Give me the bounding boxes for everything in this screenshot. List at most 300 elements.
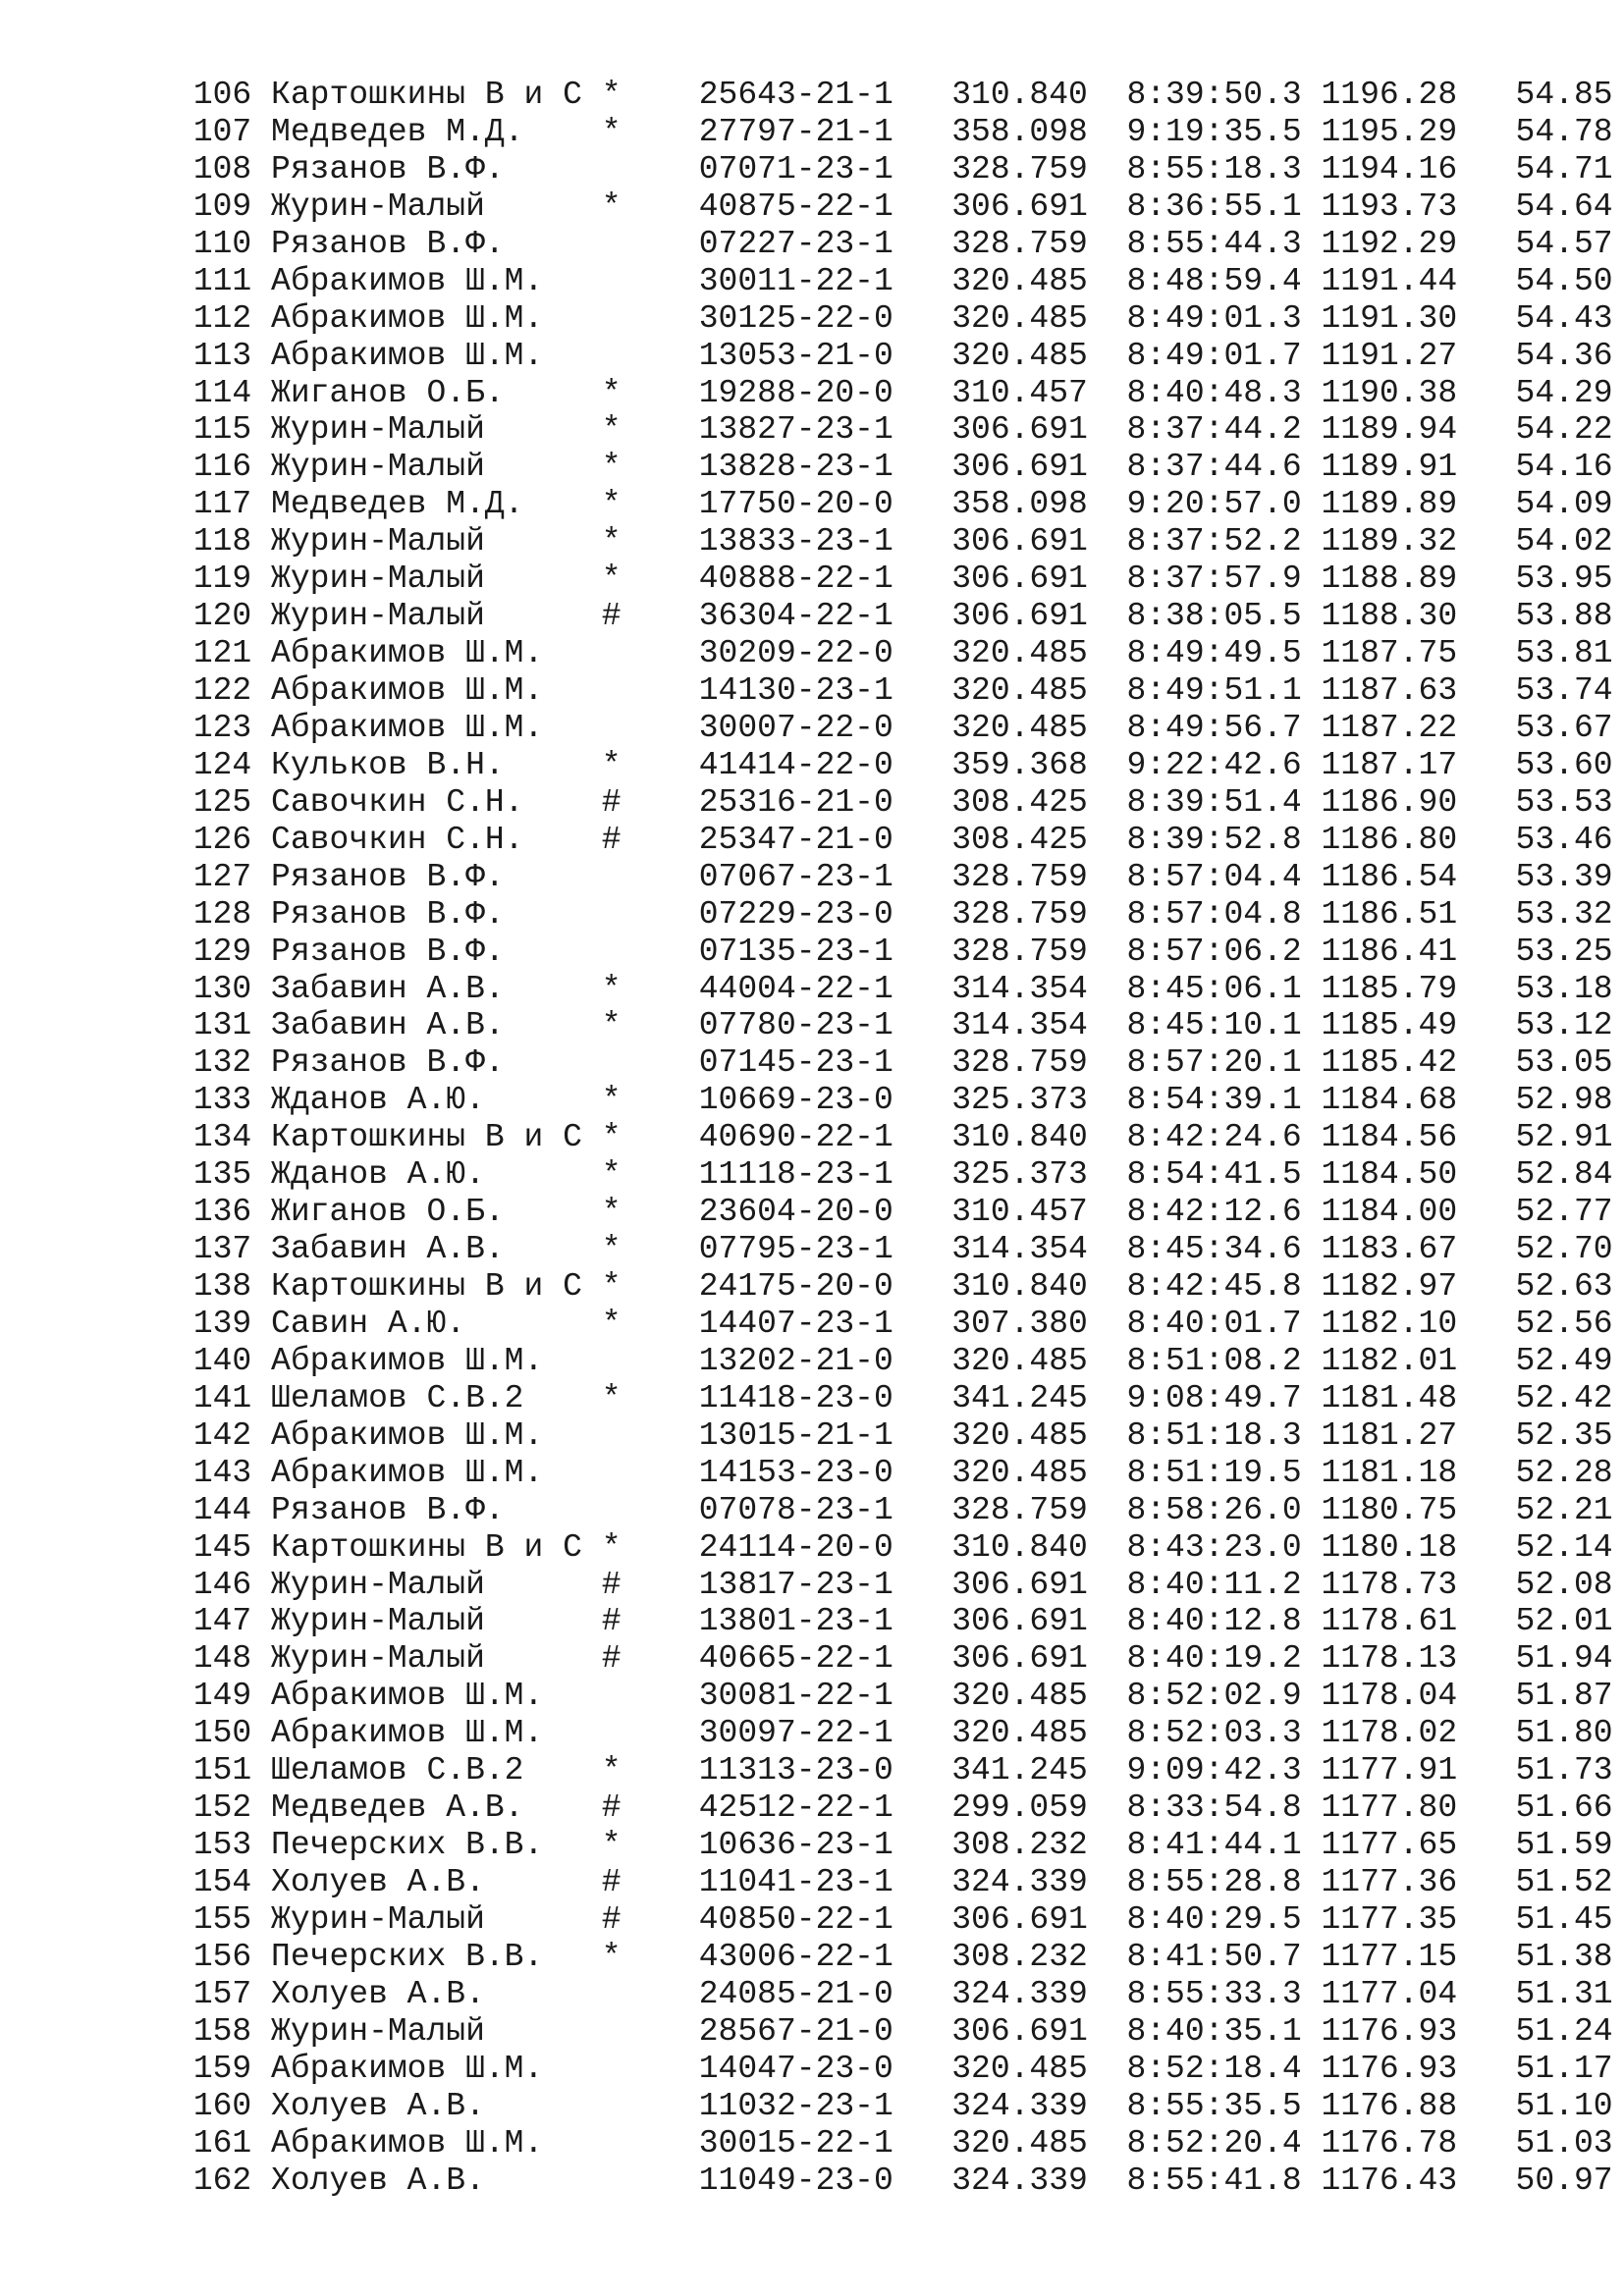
cell-speed: 1182.10 bbox=[1321, 1305, 1458, 1342]
cell-points: 54.85 bbox=[1515, 77, 1613, 113]
cell-name: Рязанов В.Ф. bbox=[271, 1044, 505, 1082]
cell-name: Абракимов Ш.М. bbox=[271, 1678, 544, 1715]
cell-time: 8:49:51.1 bbox=[1126, 672, 1302, 709]
cell-name: Кульков В.Н. bbox=[271, 746, 505, 783]
table-row bbox=[174, 1939, 1613, 1976]
table-row bbox=[174, 822, 1613, 859]
cell-speed: 1182.97 bbox=[1321, 1268, 1458, 1305]
cell-speed: 1177.04 bbox=[1321, 1975, 1458, 2012]
cell-rank: 128 bbox=[192, 895, 252, 933]
cell-distance: 310.840 bbox=[951, 1119, 1088, 1156]
cell-time: 8:42:45.8 bbox=[1126, 1268, 1302, 1305]
cell-speed: 1189.91 bbox=[1321, 449, 1458, 486]
cell-ring: 07135-23-1 bbox=[698, 933, 893, 970]
table-row bbox=[174, 635, 1613, 672]
cell-distance: 320.485 bbox=[951, 2050, 1088, 2087]
cell-time: 8:57:04.4 bbox=[1126, 858, 1302, 895]
cell-ring: 25347-21-0 bbox=[698, 821, 893, 858]
cell-time: 8:43:23.0 bbox=[1126, 1528, 1302, 1566]
cell-time: 8:49:01.3 bbox=[1126, 299, 1302, 337]
cell-speed: 1192.29 bbox=[1321, 225, 1458, 262]
cell-time: 8:52:02.9 bbox=[1126, 1678, 1302, 1715]
cell-rank: 123 bbox=[192, 709, 252, 746]
cell-name: Шеламов С.В.2 bbox=[271, 1379, 524, 1416]
cell-distance: 306.691 bbox=[951, 561, 1088, 598]
cell-speed: 1186.51 bbox=[1321, 895, 1458, 933]
cell-ring: 24175-20-0 bbox=[698, 1268, 893, 1305]
cell-time: 8:54:41.5 bbox=[1126, 1156, 1302, 1194]
cell-name: Журин-Малый bbox=[271, 411, 485, 449]
cell-ring: 11313-23-0 bbox=[698, 1752, 893, 1789]
cell-distance: 328.759 bbox=[951, 1044, 1088, 1082]
cell-mark: * bbox=[601, 77, 622, 113]
table-row bbox=[174, 1343, 1613, 1380]
table-row bbox=[174, 747, 1613, 784]
cell-distance: 320.485 bbox=[951, 635, 1088, 672]
table-row bbox=[174, 1789, 1613, 1827]
cell-speed: 1178.73 bbox=[1321, 1566, 1458, 1603]
cell-points: 51.45 bbox=[1515, 1900, 1613, 1938]
cell-speed: 1190.38 bbox=[1321, 374, 1458, 411]
table-row bbox=[174, 1156, 1613, 1194]
cell-ring: 28567-21-0 bbox=[698, 2012, 893, 2050]
cell-speed: 1185.42 bbox=[1321, 1044, 1458, 1082]
cell-time: 8:37:44.2 bbox=[1126, 411, 1302, 449]
cell-distance: 324.339 bbox=[951, 2162, 1088, 2199]
cell-mark: * bbox=[601, 746, 622, 783]
cell-name: Абракимов Ш.М. bbox=[271, 709, 544, 746]
cell-rank: 120 bbox=[192, 598, 252, 635]
cell-ring: 13817-23-1 bbox=[698, 1566, 893, 1603]
cell-name: Абракимов Ш.М. bbox=[271, 2050, 544, 2087]
cell-distance: 359.368 bbox=[951, 746, 1088, 783]
cell-ring: 07145-23-1 bbox=[698, 1044, 893, 1082]
table-row bbox=[174, 114, 1613, 151]
cell-speed: 1187.22 bbox=[1321, 709, 1458, 746]
cell-speed: 1188.89 bbox=[1321, 561, 1458, 598]
cell-distance: 328.759 bbox=[951, 1491, 1088, 1528]
cell-mark: * bbox=[601, 1268, 622, 1305]
cell-rank: 112 bbox=[192, 299, 252, 337]
cell-rank: 110 bbox=[192, 225, 252, 262]
cell-speed: 1184.00 bbox=[1321, 1194, 1458, 1231]
table-row bbox=[174, 859, 1613, 896]
cell-distance: 306.691 bbox=[951, 1603, 1088, 1640]
cell-ring: 25316-21-0 bbox=[698, 783, 893, 821]
cell-points: 51.52 bbox=[1515, 1864, 1613, 1900]
cell-speed: 1177.35 bbox=[1321, 1900, 1458, 1938]
table-row bbox=[174, 2051, 1613, 2088]
cell-time: 8:58:26.0 bbox=[1126, 1491, 1302, 1528]
cell-rank: 149 bbox=[192, 1678, 252, 1715]
cell-points: 52.84 bbox=[1515, 1156, 1613, 1194]
cell-rank: 158 bbox=[192, 2012, 252, 2050]
table-row bbox=[174, 2163, 1613, 2200]
cell-ring: 19288-20-0 bbox=[698, 374, 893, 411]
cell-points: 52.56 bbox=[1515, 1305, 1613, 1342]
cell-mark: * bbox=[601, 1007, 622, 1044]
cell-distance: 308.232 bbox=[951, 1938, 1088, 1975]
cell-time: 8:55:44.3 bbox=[1126, 225, 1302, 262]
cell-mark: * bbox=[601, 1528, 622, 1566]
cell-points: 51.73 bbox=[1515, 1752, 1613, 1789]
cell-mark: # bbox=[601, 1789, 622, 1827]
cell-time: 8:39:50.3 bbox=[1126, 77, 1302, 113]
cell-mark: * bbox=[601, 1156, 622, 1194]
table-row bbox=[174, 1082, 1613, 1119]
cell-distance: 341.245 bbox=[951, 1379, 1088, 1416]
cell-name: Рязанов В.Ф. bbox=[271, 150, 505, 187]
cell-rank: 113 bbox=[192, 337, 252, 374]
table-row bbox=[174, 1864, 1613, 1901]
cell-ring: 24114-20-0 bbox=[698, 1528, 893, 1566]
cell-rank: 148 bbox=[192, 1640, 252, 1678]
cell-mark: * bbox=[601, 970, 622, 1007]
cell-distance: 324.339 bbox=[951, 2087, 1088, 2124]
cell-distance: 320.485 bbox=[951, 1342, 1088, 1379]
cell-name: Журин-Малый bbox=[271, 2012, 485, 2050]
cell-distance: 328.759 bbox=[951, 933, 1088, 970]
cell-mark: * bbox=[601, 486, 622, 523]
cell-name: Шеламов С.В.2 bbox=[271, 1752, 524, 1789]
table-row bbox=[174, 1678, 1613, 1715]
cell-speed: 1186.41 bbox=[1321, 933, 1458, 970]
cell-speed: 1177.65 bbox=[1321, 1827, 1458, 1864]
cell-rank: 144 bbox=[192, 1491, 252, 1528]
cell-rank: 115 bbox=[192, 411, 252, 449]
cell-time: 8:40:35.1 bbox=[1126, 2012, 1302, 2050]
cell-distance: 324.339 bbox=[951, 1975, 1088, 2012]
cell-distance: 325.373 bbox=[951, 1082, 1088, 1119]
cell-points: 54.29 bbox=[1515, 374, 1613, 411]
cell-name: Холуев А.В. bbox=[271, 2162, 485, 2199]
cell-rank: 140 bbox=[192, 1342, 252, 1379]
cell-time: 8:49:49.5 bbox=[1126, 635, 1302, 672]
cell-ring: 07227-23-1 bbox=[698, 225, 893, 262]
cell-time: 8:45:10.1 bbox=[1126, 1007, 1302, 1044]
cell-points: 54.50 bbox=[1515, 262, 1613, 299]
cell-distance: 320.485 bbox=[951, 2124, 1088, 2162]
cell-name: Забавин А.В. bbox=[271, 1231, 505, 1268]
cell-points: 53.12 bbox=[1515, 1007, 1613, 1044]
cell-ring: 41414-22-0 bbox=[698, 746, 893, 783]
cell-distance: 320.485 bbox=[951, 1678, 1088, 1715]
cell-ring: 40875-22-1 bbox=[698, 187, 893, 225]
table-row bbox=[174, 1231, 1613, 1268]
cell-ring: 23604-20-0 bbox=[698, 1194, 893, 1231]
cell-time: 8:40:01.7 bbox=[1126, 1305, 1302, 1342]
cell-points: 54.16 bbox=[1515, 449, 1613, 486]
cell-ring: 42512-22-1 bbox=[698, 1789, 893, 1827]
cell-rank: 119 bbox=[192, 561, 252, 598]
cell-mark: # bbox=[601, 821, 622, 858]
cell-speed: 1180.18 bbox=[1321, 1528, 1458, 1566]
cell-points: 53.81 bbox=[1515, 635, 1613, 672]
cell-distance: 314.354 bbox=[951, 1231, 1088, 1268]
cell-mark: # bbox=[601, 598, 622, 635]
cell-distance: 306.691 bbox=[951, 449, 1088, 486]
table-row bbox=[174, 971, 1613, 1008]
cell-ring: 44004-22-1 bbox=[698, 970, 893, 1007]
cell-points: 53.53 bbox=[1515, 783, 1613, 821]
cell-points: 54.78 bbox=[1515, 113, 1613, 150]
cell-ring: 30209-22-0 bbox=[698, 635, 893, 672]
cell-rank: 129 bbox=[192, 933, 252, 970]
cell-time: 9:22:42.6 bbox=[1126, 746, 1302, 783]
cell-time: 8:39:52.8 bbox=[1126, 821, 1302, 858]
cell-speed: 1187.17 bbox=[1321, 746, 1458, 783]
cell-speed: 1176.78 bbox=[1321, 2124, 1458, 2162]
cell-name: Журин-Малый bbox=[271, 1900, 485, 1938]
cell-distance: 306.691 bbox=[951, 411, 1088, 449]
cell-name: Рязанов В.Ф. bbox=[271, 933, 505, 970]
cell-speed: 1182.01 bbox=[1321, 1342, 1458, 1379]
cell-rank: 138 bbox=[192, 1268, 252, 1305]
cell-ring: 07067-23-1 bbox=[698, 858, 893, 895]
cell-time: 8:40:19.2 bbox=[1126, 1640, 1302, 1678]
cell-distance: 320.485 bbox=[951, 1416, 1088, 1454]
cell-name: Картошкины В и С bbox=[271, 1268, 582, 1305]
cell-distance: 314.354 bbox=[951, 1007, 1088, 1044]
cell-points: 52.98 bbox=[1515, 1082, 1613, 1119]
table-row bbox=[174, 1976, 1613, 2013]
cell-mark: * bbox=[601, 374, 622, 411]
cell-mark: * bbox=[601, 1119, 622, 1156]
cell-mark: * bbox=[601, 1752, 622, 1789]
cell-time: 9:20:57.0 bbox=[1126, 486, 1302, 523]
cell-ring: 07229-23-0 bbox=[698, 895, 893, 933]
cell-speed: 1181.48 bbox=[1321, 1379, 1458, 1416]
cell-rank: 151 bbox=[192, 1752, 252, 1789]
cell-rank: 132 bbox=[192, 1044, 252, 1082]
cell-speed: 1186.90 bbox=[1321, 783, 1458, 821]
cell-speed: 1177.15 bbox=[1321, 1938, 1458, 1975]
cell-rank: 143 bbox=[192, 1454, 252, 1491]
cell-time: 8:57:06.2 bbox=[1126, 933, 1302, 970]
table-row bbox=[174, 375, 1613, 412]
cell-name: Рязанов В.Ф. bbox=[271, 1491, 505, 1528]
cell-name: Журин-Малый bbox=[271, 449, 485, 486]
cell-speed: 1176.93 bbox=[1321, 2012, 1458, 2050]
cell-points: 52.42 bbox=[1515, 1379, 1613, 1416]
cell-time: 8:49:56.7 bbox=[1126, 709, 1302, 746]
cell-name: Печерских В.В. bbox=[271, 1827, 544, 1864]
cell-points: 53.39 bbox=[1515, 858, 1613, 895]
cell-mark: * bbox=[601, 1938, 622, 1975]
cell-points: 51.80 bbox=[1515, 1715, 1613, 1752]
cell-time: 8:41:50.7 bbox=[1126, 1938, 1302, 1975]
cell-rank: 156 bbox=[192, 1938, 252, 1975]
cell-ring: 30007-22-0 bbox=[698, 709, 893, 746]
cell-points: 52.28 bbox=[1515, 1454, 1613, 1491]
table-row bbox=[174, 523, 1613, 561]
cell-ring: 30081-22-1 bbox=[698, 1678, 893, 1715]
cell-ring: 07780-23-1 bbox=[698, 1007, 893, 1044]
cell-distance: 306.691 bbox=[951, 1566, 1088, 1603]
cell-name: Рязанов В.Ф. bbox=[271, 895, 505, 933]
cell-mark: # bbox=[601, 1864, 622, 1900]
cell-speed: 1176.93 bbox=[1321, 2050, 1458, 2087]
cell-rank: 154 bbox=[192, 1864, 252, 1900]
cell-time: 8:40:48.3 bbox=[1126, 374, 1302, 411]
cell-rank: 147 bbox=[192, 1603, 252, 1640]
cell-rank: 106 bbox=[192, 77, 252, 113]
cell-time: 8:45:34.6 bbox=[1126, 1231, 1302, 1268]
cell-distance: 306.691 bbox=[951, 1900, 1088, 1938]
cell-name: Абракимов Ш.М. bbox=[271, 1342, 544, 1379]
table-row bbox=[174, 598, 1613, 635]
cell-name: Журин-Малый bbox=[271, 523, 485, 561]
cell-ring: 07078-23-1 bbox=[698, 1491, 893, 1528]
cell-time: 8:51:18.3 bbox=[1126, 1416, 1302, 1454]
cell-points: 52.01 bbox=[1515, 1603, 1613, 1640]
table-row bbox=[174, 1752, 1613, 1789]
cell-time: 8:55:41.8 bbox=[1126, 2162, 1302, 2199]
cell-speed: 1191.30 bbox=[1321, 299, 1458, 337]
cell-points: 53.95 bbox=[1515, 561, 1613, 598]
cell-ring: 13827-23-1 bbox=[698, 411, 893, 449]
cell-time: 9:19:35.5 bbox=[1126, 113, 1302, 150]
cell-distance: 358.098 bbox=[951, 113, 1088, 150]
cell-distance: 314.354 bbox=[951, 970, 1088, 1007]
cell-points: 51.10 bbox=[1515, 2087, 1613, 2124]
cell-distance: 308.425 bbox=[951, 783, 1088, 821]
cell-points: 53.67 bbox=[1515, 709, 1613, 746]
cell-rank: 126 bbox=[192, 821, 252, 858]
cell-mark: * bbox=[601, 449, 622, 486]
cell-name: Рязанов В.Ф. bbox=[271, 225, 505, 262]
cell-ring: 30015-22-1 bbox=[698, 2124, 893, 2162]
cell-rank: 124 bbox=[192, 746, 252, 783]
cell-time: 8:36:55.1 bbox=[1126, 187, 1302, 225]
table-row bbox=[174, 1827, 1613, 1864]
cell-time: 8:57:20.1 bbox=[1126, 1044, 1302, 1082]
cell-speed: 1178.02 bbox=[1321, 1715, 1458, 1752]
cell-points: 54.09 bbox=[1515, 486, 1613, 523]
cell-distance: 307.380 bbox=[951, 1305, 1088, 1342]
cell-speed: 1177.80 bbox=[1321, 1789, 1458, 1827]
cell-name: Савин А.Ю. bbox=[271, 1305, 466, 1342]
cell-mark: # bbox=[601, 783, 622, 821]
cell-name: Холуев А.В. bbox=[271, 2087, 485, 2124]
table-row bbox=[174, 300, 1613, 338]
table-row bbox=[174, 1007, 1613, 1044]
cell-distance: 328.759 bbox=[951, 858, 1088, 895]
cell-distance: 310.840 bbox=[951, 1268, 1088, 1305]
cell-distance: 328.759 bbox=[951, 895, 1088, 933]
table-row bbox=[174, 1417, 1613, 1455]
cell-distance: 306.691 bbox=[951, 2012, 1088, 2050]
cell-distance: 324.339 bbox=[951, 1864, 1088, 1900]
cell-points: 52.21 bbox=[1515, 1491, 1613, 1528]
cell-points: 51.94 bbox=[1515, 1640, 1613, 1678]
cell-distance: 320.485 bbox=[951, 337, 1088, 374]
cell-rank: 109 bbox=[192, 187, 252, 225]
cell-name: Журин-Малый bbox=[271, 1566, 485, 1603]
cell-mark: # bbox=[601, 1640, 622, 1678]
table-row bbox=[174, 1529, 1613, 1567]
cell-points: 54.43 bbox=[1515, 299, 1613, 337]
cell-time: 8:55:35.5 bbox=[1126, 2087, 1302, 2124]
race-results-table bbox=[174, 77, 1613, 2199]
cell-rank: 139 bbox=[192, 1305, 252, 1342]
cell-ring: 40690-22-1 bbox=[698, 1119, 893, 1156]
table-row bbox=[174, 1901, 1613, 1939]
cell-name: Абракимов Ш.М. bbox=[271, 2124, 544, 2162]
cell-rank: 150 bbox=[192, 1715, 252, 1752]
cell-ring: 07795-23-1 bbox=[698, 1231, 893, 1268]
cell-ring: 14153-23-0 bbox=[698, 1454, 893, 1491]
table-row bbox=[174, 1306, 1613, 1343]
cell-name: Картошкины В и С bbox=[271, 77, 582, 113]
cell-time: 8:51:19.5 bbox=[1126, 1454, 1302, 1491]
table-row bbox=[174, 1119, 1613, 1156]
cell-rank: 155 bbox=[192, 1900, 252, 1938]
cell-ring: 11049-23-0 bbox=[698, 2162, 893, 2199]
cell-name: Журин-Малый bbox=[271, 1603, 485, 1640]
cell-ring: 13202-21-0 bbox=[698, 1342, 893, 1379]
cell-speed: 1193.73 bbox=[1321, 187, 1458, 225]
cell-ring: 30097-22-1 bbox=[698, 1715, 893, 1752]
cell-ring: 10669-23-0 bbox=[698, 1082, 893, 1119]
cell-time: 8:48:59.4 bbox=[1126, 262, 1302, 299]
cell-speed: 1186.80 bbox=[1321, 821, 1458, 858]
cell-name: Картошкины В и С bbox=[271, 1528, 582, 1566]
table-row bbox=[174, 1603, 1613, 1640]
cell-speed: 1185.79 bbox=[1321, 970, 1458, 1007]
cell-mark: * bbox=[601, 187, 622, 225]
cell-points: 53.25 bbox=[1515, 933, 1613, 970]
cell-rank: 153 bbox=[192, 1827, 252, 1864]
cell-points: 52.35 bbox=[1515, 1416, 1613, 1454]
cell-ring: 11118-23-1 bbox=[698, 1156, 893, 1194]
cell-distance: 306.691 bbox=[951, 1640, 1088, 1678]
cell-points: 52.08 bbox=[1515, 1566, 1613, 1603]
cell-name: Абракимов Ш.М. bbox=[271, 1416, 544, 1454]
cell-rank: 157 bbox=[192, 1975, 252, 2012]
cell-rank: 116 bbox=[192, 449, 252, 486]
cell-points: 52.49 bbox=[1515, 1342, 1613, 1379]
cell-name: Забавин А.В. bbox=[271, 970, 505, 1007]
cell-name: Медведев М.Д. bbox=[271, 113, 524, 150]
cell-speed: 1191.44 bbox=[1321, 262, 1458, 299]
cell-speed: 1194.16 bbox=[1321, 150, 1458, 187]
cell-time: 8:40:29.5 bbox=[1126, 1900, 1302, 1938]
table-row bbox=[174, 1640, 1613, 1678]
table-row bbox=[174, 188, 1613, 226]
cell-rank: 136 bbox=[192, 1194, 252, 1231]
cell-ring: 30125-22-0 bbox=[698, 299, 893, 337]
cell-ring: 07071-23-1 bbox=[698, 150, 893, 187]
cell-points: 52.63 bbox=[1515, 1268, 1613, 1305]
cell-ring: 10636-23-1 bbox=[698, 1827, 893, 1864]
cell-time: 8:38:05.5 bbox=[1126, 598, 1302, 635]
cell-speed: 1183.67 bbox=[1321, 1231, 1458, 1268]
cell-speed: 1184.50 bbox=[1321, 1156, 1458, 1194]
cell-points: 53.32 bbox=[1515, 895, 1613, 933]
cell-name: Журин-Малый bbox=[271, 1640, 485, 1678]
cell-speed: 1177.36 bbox=[1321, 1864, 1458, 1900]
cell-speed: 1184.56 bbox=[1321, 1119, 1458, 1156]
cell-points: 52.70 bbox=[1515, 1231, 1613, 1268]
cell-rank: 118 bbox=[192, 523, 252, 561]
table-row bbox=[174, 672, 1613, 710]
cell-rank: 107 bbox=[192, 113, 252, 150]
table-row bbox=[174, 561, 1613, 598]
cell-rank: 122 bbox=[192, 672, 252, 709]
table-row bbox=[174, 784, 1613, 822]
cell-speed: 1178.13 bbox=[1321, 1640, 1458, 1678]
